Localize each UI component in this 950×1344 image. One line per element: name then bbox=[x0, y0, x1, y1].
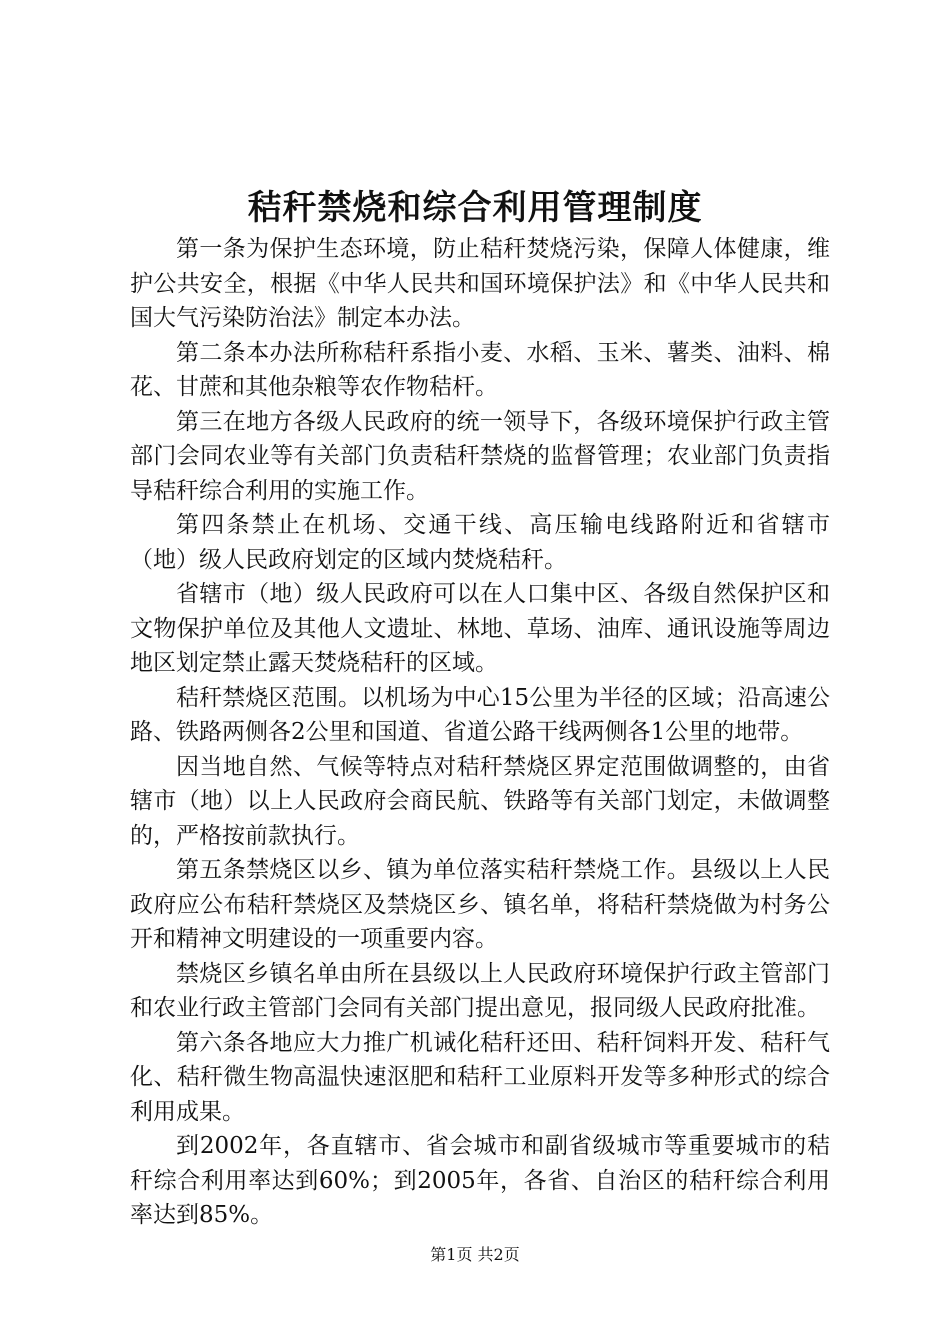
paragraph-7: 因当地自然、气候等特点对秸秆禁烧区界定范围做调整的，由省辖市（地）以上人民政府会商民航、铁路等有关部门划定，未做调整的，严格按前款执行。 bbox=[130, 753, 830, 849]
page-footer: 第1页 共2页 bbox=[430, 1245, 520, 1264]
paragraph-6: 秸秆禁烧区范围。以机场为中心15公里为半径的区域；沿高速公路、铁路两侧各2公里和国道、省道公路干线两侧各1公里的地带。 bbox=[130, 684, 830, 745]
document-body bbox=[130, 232, 830, 1233]
document-title: 秸秆禁烧和综合利用管理制度 bbox=[247, 188, 703, 228]
paragraph-3: 第三在地方各级人民政府的统一领导下，各级环境保护行政主管部门会同农业等有关部门负责秸秆禁烧的监督管理；农业部门负责指导秸秆综合利用的实施工作。 bbox=[130, 408, 830, 504]
paragraph-5: 省辖市（地）级人民政府可以在人口集中区、各级自然保护区和文物保护单位及其他人文遗址、林地、草场、油库、通讯设施等周边地区划定禁止露天焚烧秸秆的区域。 bbox=[130, 581, 830, 676]
paragraph-2: 第二条本办法所称秸秆系指小麦、水稻、玉米、薯类、油料、棉花、甘蔗和其他杂粮等农作物秸杆。 bbox=[130, 339, 830, 400]
paragraph-1: 第一条为保护生态环境，防止秸秆焚烧污染，保障人体健康，维护公共安全，根据《中华人民共和国环境保护法》和《中华人民共和国大气污染防治法》制定本办法。 bbox=[130, 236, 830, 331]
paragraph-10: 第六条各地应大力推广机诫化秸秆还田、秸秆饲料开发、秸秆气化、秸秆微生物高温快速沤肥和秸秆工业原料开发等多种形式的综合利用成果。 bbox=[130, 1029, 830, 1125]
paragraph-9: 禁烧区乡镇名单由所在县级以上人民政府环境保护行政主管部门和农业行政主管部门会同有关部门提出意见，报同级人民政府批准。 bbox=[130, 960, 830, 1021]
paragraph-11: 到2002年，各直辖市、省会城市和副省级城市等重要城市的秸秆综合利用率达到60%；到2005年，各省、自治区的秸秆综合利用率达到85%。 bbox=[130, 1133, 830, 1228]
paragraph-8: 第五条禁烧区以乡、镇为单位落实秸秆禁烧工作。县级以上人民政府应公布秸秆禁烧区及禁烧区乡、镇名单，将秸秆禁烧做为村务公开和精神文明建设的一项重要内容。 bbox=[130, 857, 830, 952]
paragraph-4: 第四条禁止在机场、交通干线、高压输电线路附近和省辖市（地）级人民政府划定的区域内焚烧秸秆。 bbox=[130, 512, 830, 573]
